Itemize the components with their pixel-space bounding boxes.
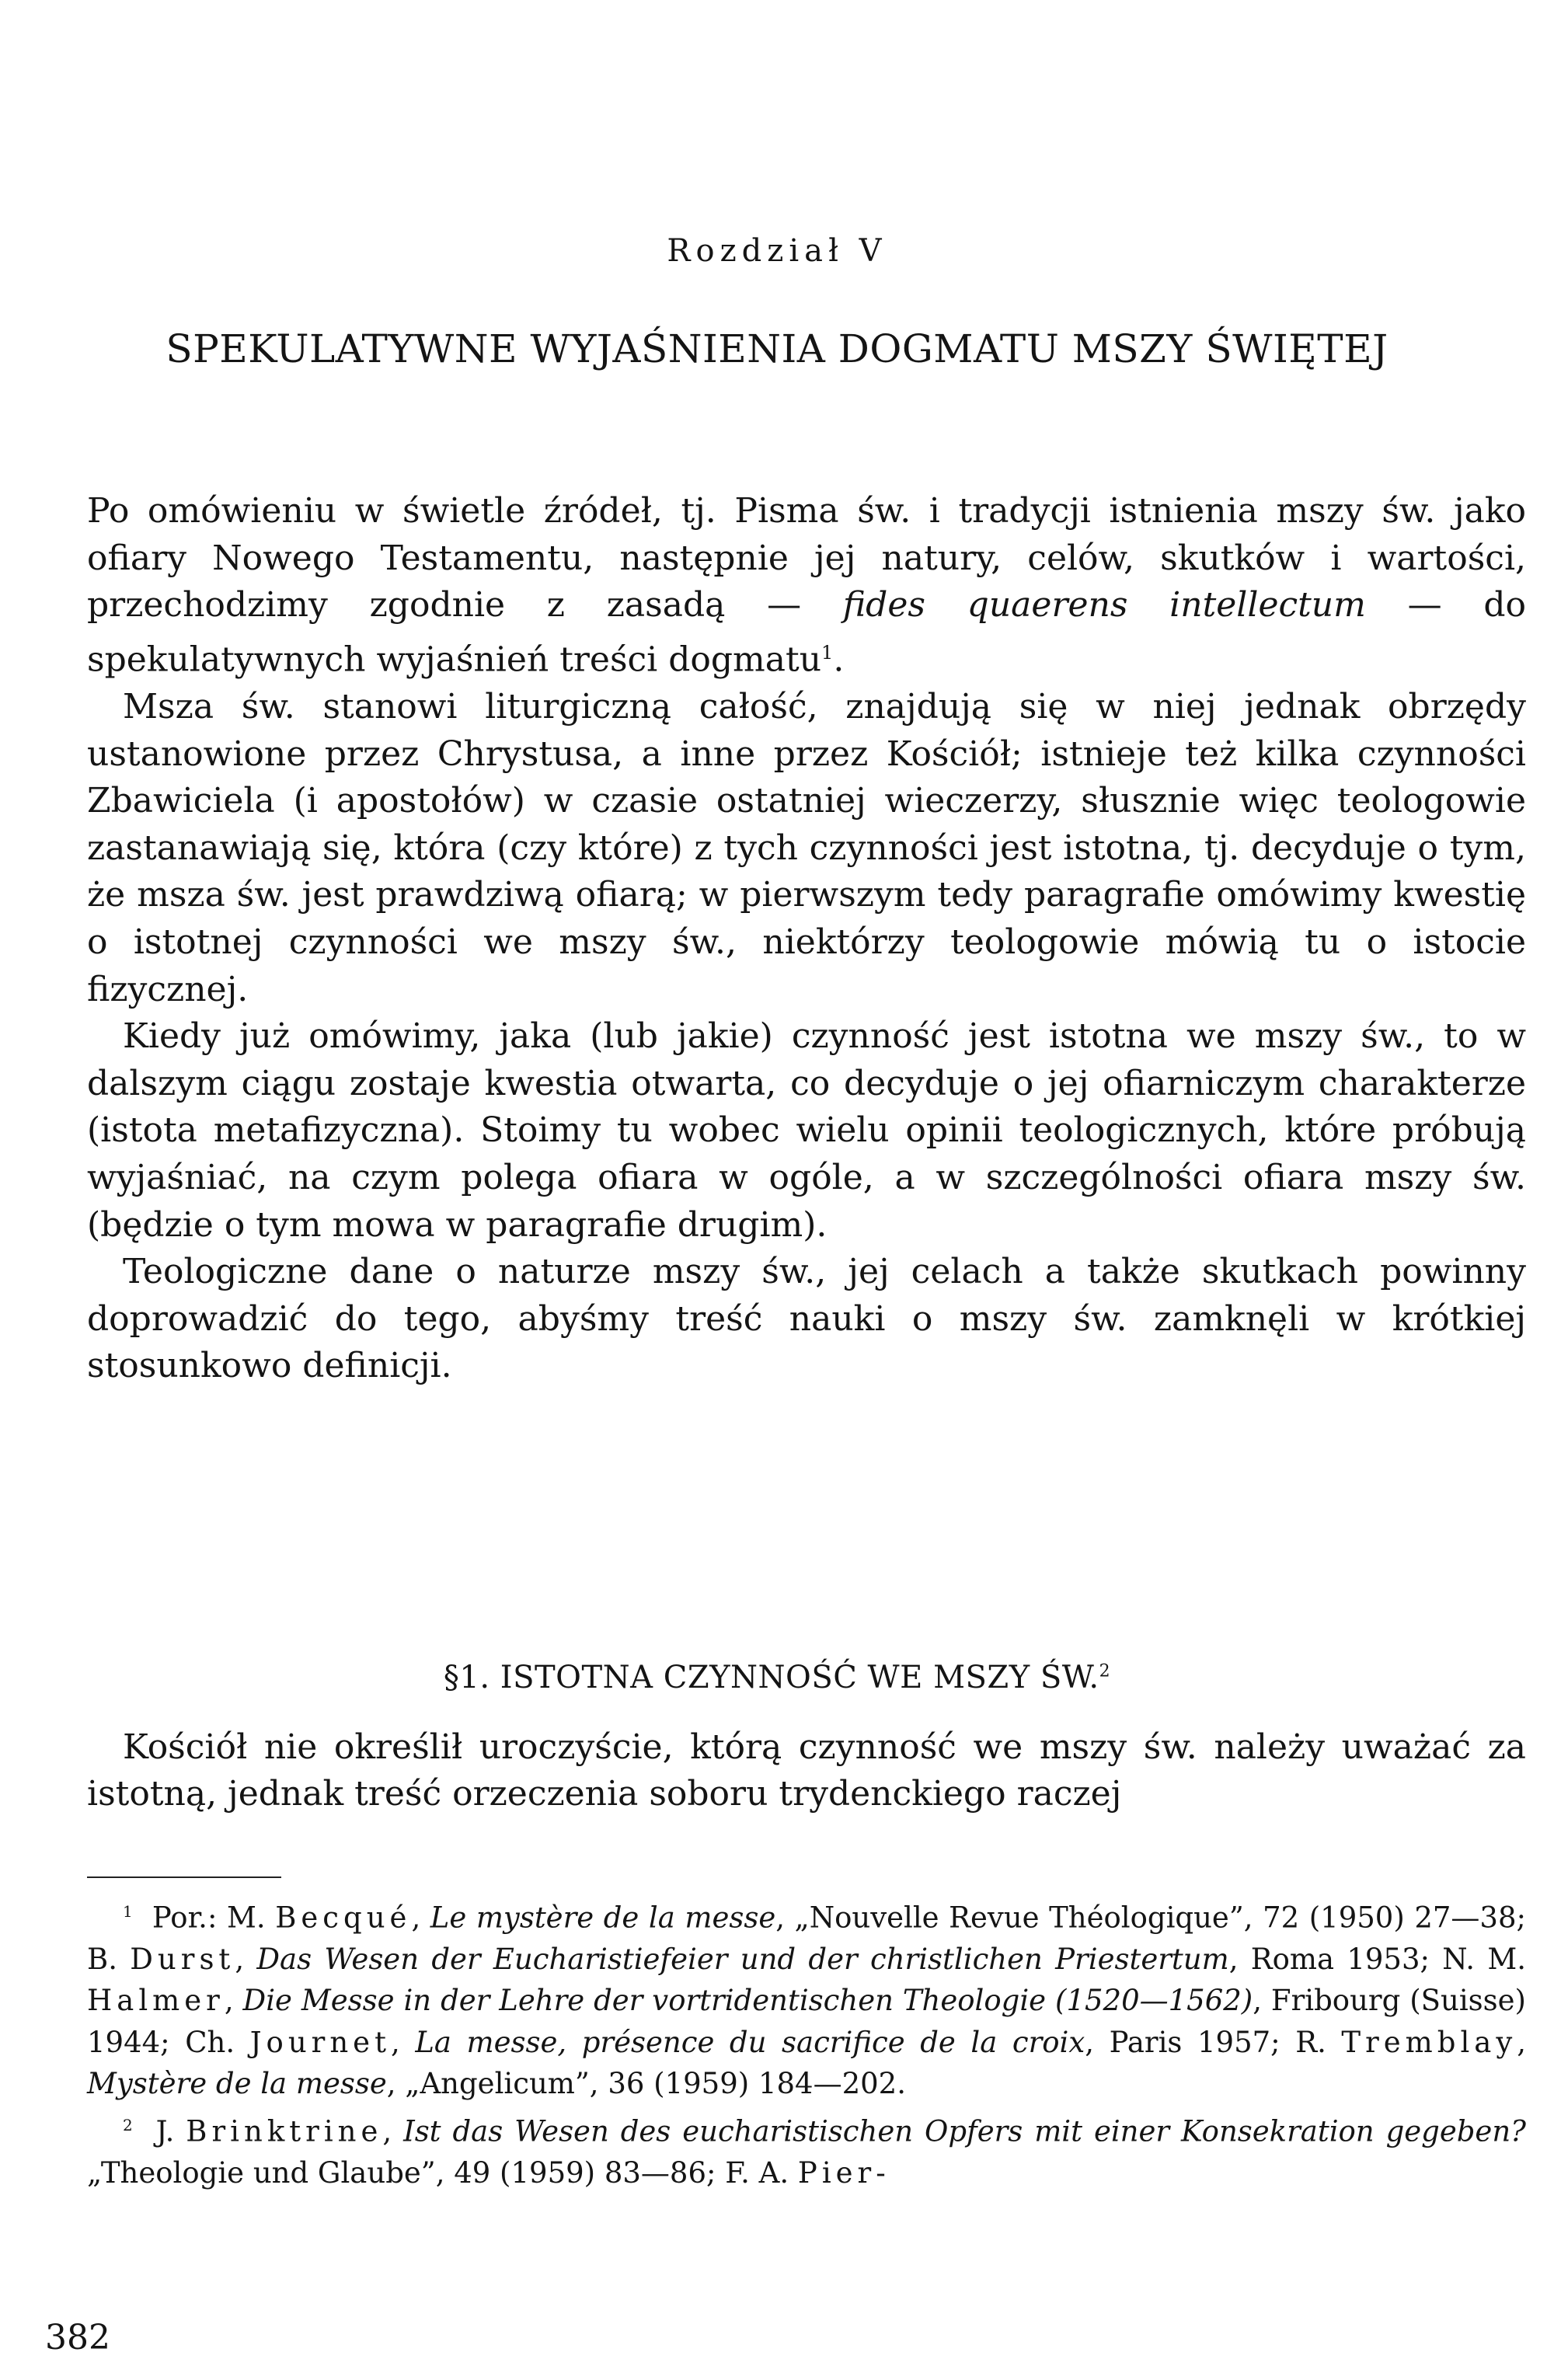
chapter-intro bbox=[87, 488, 1526, 1390]
author-name: Tremblay bbox=[1341, 2025, 1517, 2059]
footnotes bbox=[87, 1891, 1526, 2194]
footnote-ref-1: 1 bbox=[821, 641, 834, 664]
author-name: Becqué bbox=[275, 1901, 412, 1935]
author-name: Pier- bbox=[797, 2155, 890, 2190]
author-name: Journet bbox=[249, 2025, 391, 2059]
author-name: Durst bbox=[130, 1942, 235, 1976]
text-run: , bbox=[382, 2114, 404, 2148]
text-run: , bbox=[224, 1984, 243, 2018]
work-title: La messe, présence du sacrifice de la croix bbox=[415, 2025, 1085, 2059]
footnote-number: 2 bbox=[123, 2115, 133, 2134]
text-run: J. bbox=[155, 2114, 186, 2148]
text-run: , bbox=[390, 2025, 416, 2059]
section-heading-text: §1. ISTOTNA CZYNNOŚĆ WE MSZY ŚW. bbox=[443, 1660, 1099, 1695]
text-run: , Fribourg (Suisse) 1944; Ch. bbox=[87, 1984, 1526, 2059]
work-title: Le mystère de la messe bbox=[430, 1901, 776, 1935]
text-run: — do spekulatywnych wyjaśnień treści dogmatu bbox=[87, 585, 1526, 680]
text-run: , „Angelicum”, 36 (1959) 184—202. bbox=[386, 2067, 906, 2101]
footnote-ref-2: 2 bbox=[1099, 1661, 1111, 1681]
text-run: , Paris 1957; R. bbox=[1085, 2025, 1342, 2059]
work-title: Ist das Wesen des eucharistischen Opfers mit einer Konsekration gegeben? bbox=[403, 2114, 1526, 2148]
text-run: , bbox=[411, 1901, 430, 1935]
chapter-title: SPEKULATYWNE WYJAŚNIENIA DOGMATU MSZY ŚWIĘTEJ bbox=[166, 326, 1388, 371]
footnote-1 bbox=[87, 1891, 1526, 2105]
latin-phrase: fides quaerens intellectum bbox=[842, 585, 1366, 625]
intro-paragraph-1 bbox=[87, 488, 1526, 684]
text-run: , bbox=[235, 1942, 257, 1976]
author-name: Halmer bbox=[87, 1984, 225, 2018]
text-run: , Roma 1953; N. M. bbox=[1228, 1942, 1526, 1976]
text-run: . bbox=[833, 639, 845, 680]
intro-paragraph-3: Kiedy już omówimy, jaka (lub jakie) czynność jest istotna we mszy św., to w dalszym ciągu zostaje kwestia otwarta, co decyduje o jej ofiarniczym charakterze (istota metafizyczna). Stoimy tu wobec wielu opinii teologicznych, które próbują wyjaśniać, na czym polega ofiara w ogóle, a w szczególności ofiara mszy św. (będzie o tym mowa w paragrafie drugim). bbox=[87, 1016, 1526, 1245]
section-heading bbox=[0, 1660, 1554, 1695]
work-title: Mystère de la messe bbox=[87, 2067, 387, 2101]
footnote-2 bbox=[87, 2105, 1526, 2194]
intro-paragraph-4: Teologiczne dane o naturze mszy św., jej celach a także skutkach powinny doprowadzić do tego, abyśmy treść nauki o mszy św. zamknęli w krótkiej stosunkowo definicji. bbox=[87, 1252, 1526, 1386]
page-number: 382 bbox=[45, 2318, 110, 2357]
text-run: , „Nouvelle Revue Théologique”, 72 (1950) 27—38; B. bbox=[87, 1901, 1526, 1976]
chapter-label: Rozdział V bbox=[667, 233, 887, 269]
footnote-number: 1 bbox=[123, 1902, 133, 1921]
intro-paragraph-2: Msza św. stanowi liturgiczną całość, znajdują się w niej jednak obrzędy ustanowione przez Chrystusa, a inne przez Kościół; istnieje też kilka czynności Zbawiciela (i apostołów) w czasie ostatniej wieczerzy, słusznie więc teologowie zastanawiają się, która (czy które) z tych czynności jest istotna, tj. decyduje o tym, że msza św. jest prawdziwą ofiarą; w pierwszym tedy paragrafie omówimy kwestię o istotnej czynności we mszy św., niektórzy teologowie mówią tu o istocie fizycznej. bbox=[87, 687, 1526, 1009]
text-run: Por.: M. bbox=[152, 1901, 276, 1935]
work-title: Die Messe in der Lehre der vortridentischen Theologie (1520—1562) bbox=[242, 1984, 1253, 2018]
text-run: „Theologie und Glaube”, 49 (1959) 83—86; F. A. bbox=[87, 2155, 798, 2190]
section-paragraph-1: Kościół nie określił uroczyście, którą czynność we mszy św. należy uważać za istotną, jednak treść orzeczenia soboru trydenckiego raczej bbox=[87, 1727, 1526, 1814]
footnote-separator bbox=[87, 1876, 281, 1878]
work-title: Das Wesen der Eucharistiefeier und der christlichen Priestertum bbox=[256, 1942, 1229, 1976]
text-run: Po omówieniu w świetle źródeł, tj. Pisma św. i tradycji istnienia mszy św. jako ofiary Nowego Testamentu, następnie jej natury, celów, skutków i wartości, przechodzimy zgodnie z zasadą — bbox=[87, 491, 1526, 625]
text-run: , bbox=[1517, 2025, 1527, 2059]
author-name: Brinktrine bbox=[186, 2114, 383, 2148]
